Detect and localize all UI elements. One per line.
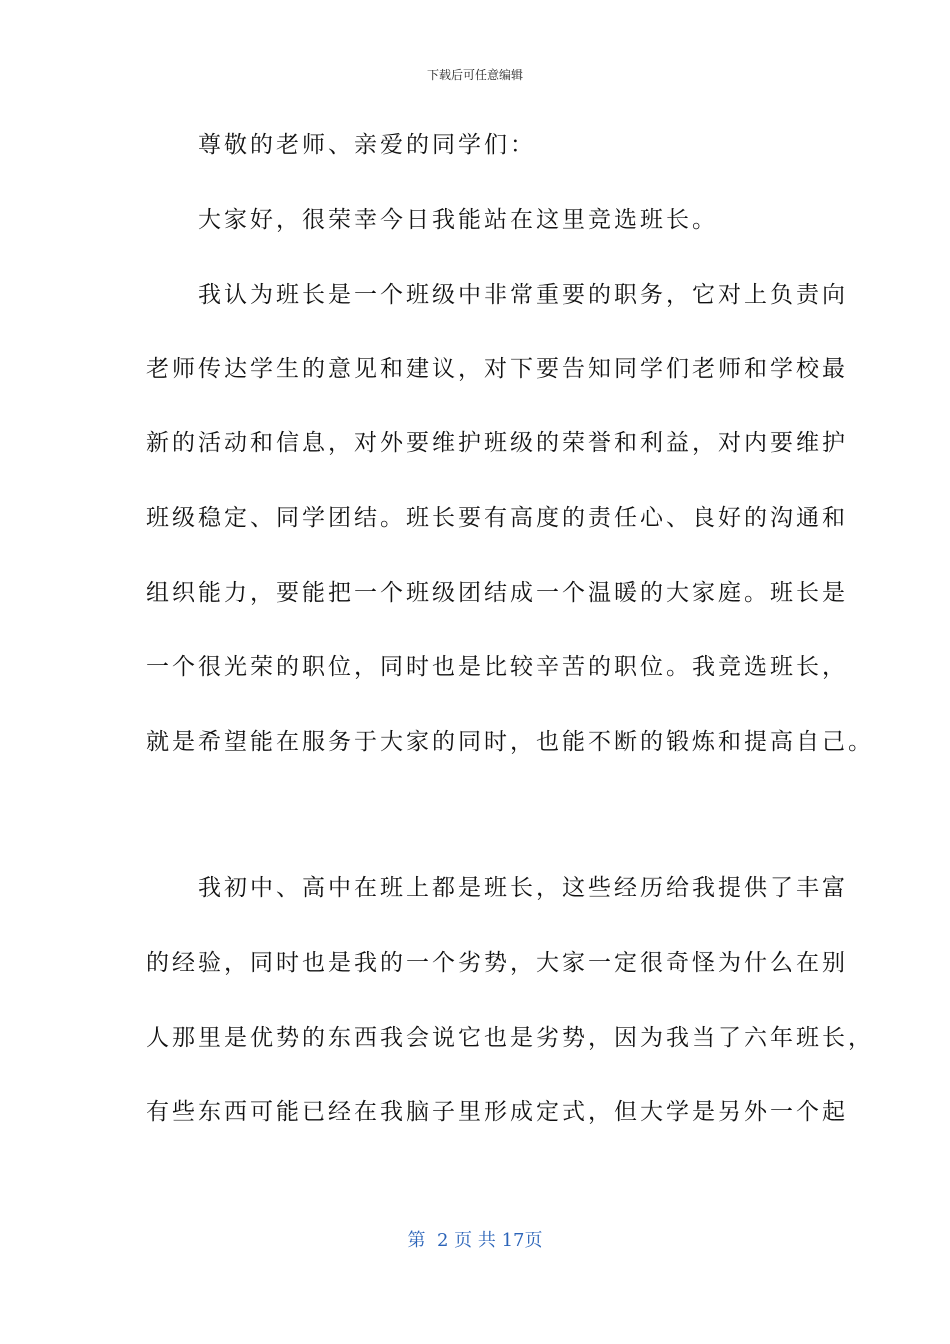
- text-line: 新的活动和信息，对外要维护班级的荣誉和利益，对内要维护: [146, 430, 848, 456]
- text-line: 就是希望能在服务于大家的同时，也能不断的锻炼和提高自己。: [146, 729, 874, 755]
- text-line: 一个很光荣的职位，同时也是比较辛苦的职位。我竞选班长，: [146, 654, 848, 680]
- text-line: 组织能力，要能把一个班级团结成一个温暖的大家庭。班长是: [146, 580, 848, 606]
- text-line: 老师传达学生的意见和建议，对下要告知同学们老师和学校最: [146, 356, 848, 382]
- text-line: 尊敬的老师、亲爱的同学们：: [146, 132, 536, 158]
- page-header: 下载后可任意编辑: [426, 68, 523, 82]
- text-line: 我认为班长是一个班级中非常重要的职务，它对上负责向: [146, 282, 848, 308]
- text-line: 班级稳定、同学团结。班长要有高度的责任心、良好的沟通和: [146, 505, 848, 531]
- text-line: 大家好，很荣幸今日我能站在这里竞选班长。: [146, 207, 718, 233]
- page-number: 第 2 页 共 17页: [407, 1230, 543, 1251]
- text-line: 我初中、高中在班上都是班长，这些经历给我提供了丰富: [146, 875, 848, 901]
- text-line: 有些东西可能已经在我脑子里形成定式，但大学是另外一个起: [146, 1099, 848, 1125]
- text-line: 人那里是优势的东西我会说它也是劣势，因为我当了六年班长，: [146, 1025, 874, 1051]
- text-line: 的经验，同时也是我的一个劣势，大家一定很奇怪为什么在别: [146, 950, 848, 976]
